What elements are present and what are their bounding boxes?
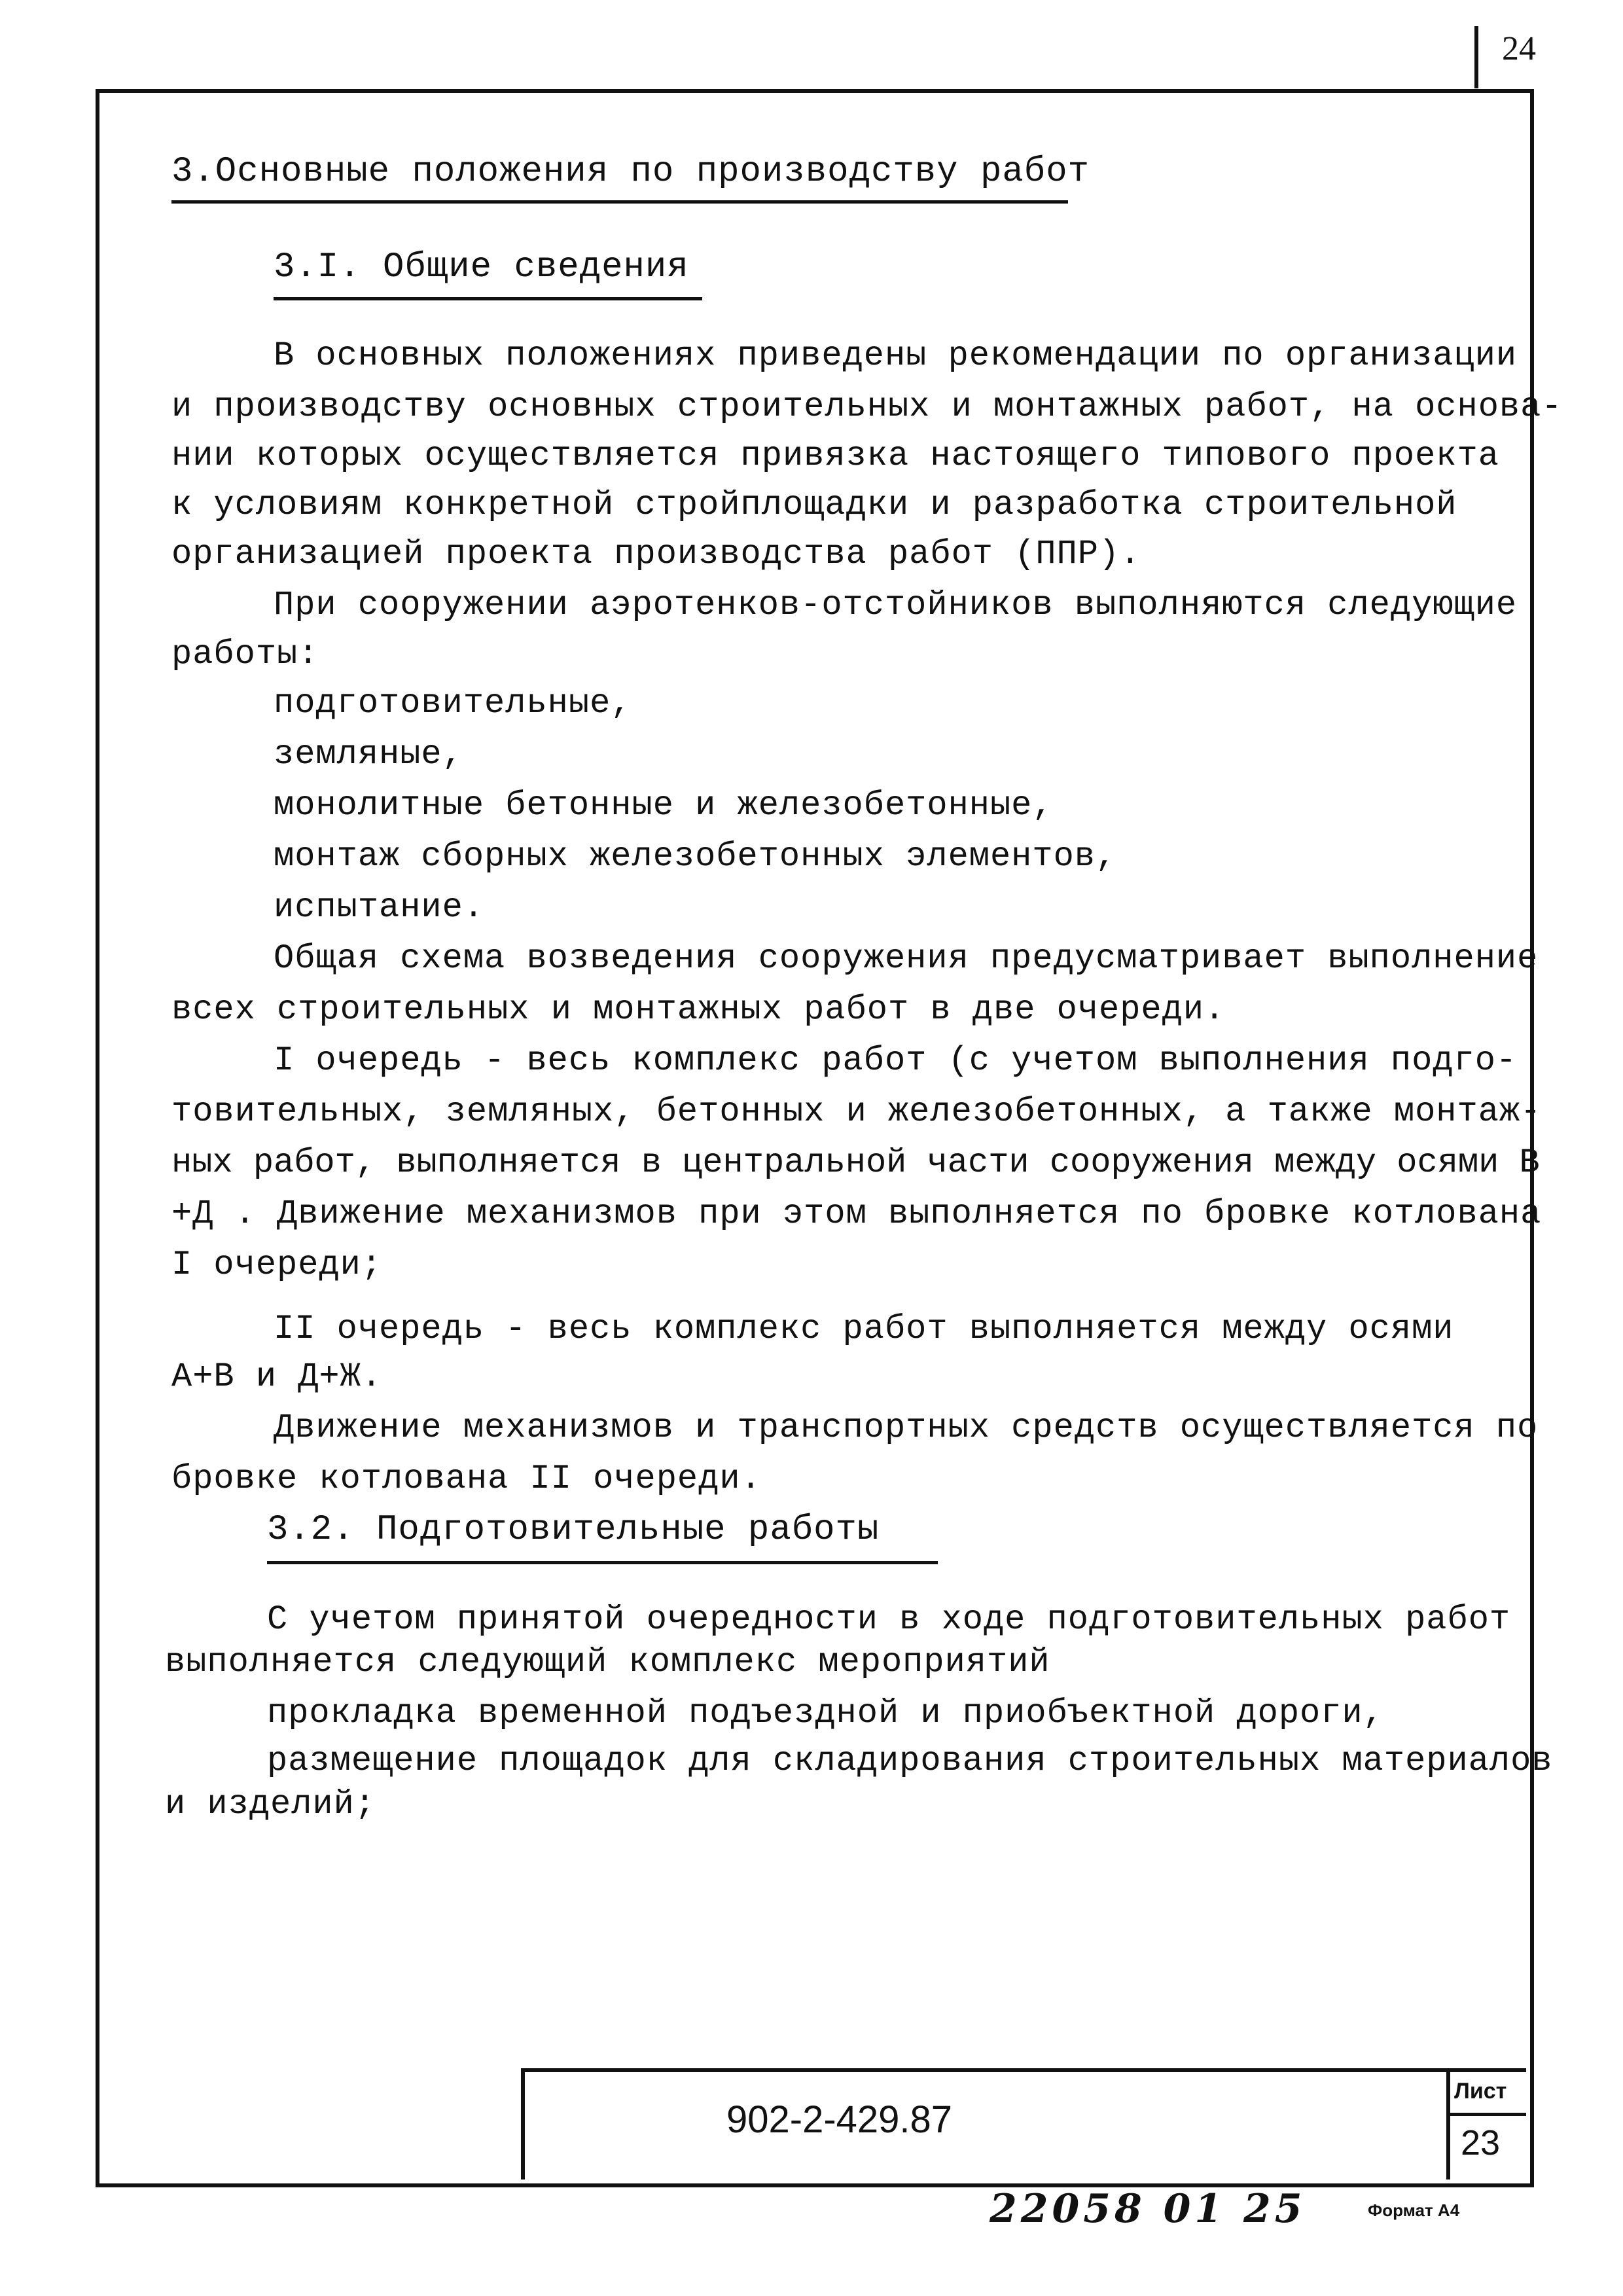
general-para-2-line-1: При сооружении аэротенков-отстойников выполняются следующие (274, 586, 1518, 624)
general-para-4-line-5: I очереди; (171, 1246, 383, 1284)
sheet-label: Лист (1454, 2079, 1507, 2104)
section-title: 3.Основные положения по производству работ (171, 152, 1090, 192)
works-list-item: монтаж сборных железобетонных элементов, (274, 837, 1117, 876)
general-para-1-line-3: нии которых осуществляется привязка настоящего типового проекта (171, 437, 1499, 475)
subsection-title-general-underline (274, 297, 702, 300)
general-para-3-line-1: Общая схема возведения сооружения предусматривает выполнение (274, 939, 1539, 978)
subsection-title-general: 3.I. Общие сведения (274, 247, 689, 287)
subsection-title-preparatory-underline (267, 1561, 938, 1564)
works-list-item: монолитные бетонные и железобетонные, (274, 786, 1054, 825)
general-para-3-line-2: всех строительных и монтажных работ в две очереди. (171, 990, 1226, 1029)
general-para-4-line-3: ных работ, выполняется в центральной части сооружения между осями В (171, 1143, 1540, 1182)
general-para-1-line-2: и производству основных строительных и монтажных работ, на основа- (171, 387, 1563, 426)
preparatory-para-2-line-1: прокладка временной подъездной и приобъектной дороги, (267, 1694, 1384, 1732)
preparatory-para-3-line-1: размещение площадок для складирования строительных материалов (267, 1742, 1553, 1780)
page-number-separator (1474, 26, 1478, 88)
general-para-1-line-5: организацией проекта производства работ (ППР). (171, 535, 1141, 573)
preparatory-para-1-line-1: С учетом принятой очередности в ходе подготовительных работ (267, 1600, 1511, 1639)
general-para-6-line-1: Движение механизмов и транспортных средств осуществляется по (274, 1408, 1539, 1447)
section-title-underline (171, 200, 1068, 204)
general-para-4-line-1: I очередь - весь комплекс работ (с учетом выполнения подго- (274, 1041, 1518, 1080)
works-list-item: земляные, (274, 735, 463, 774)
general-para-6-line-2: бровке котлована II очереди. (171, 1460, 762, 1498)
general-para-1-line-1: В основных положениях приведены рекомендации по организации (274, 336, 1518, 375)
general-para-5-line-2: А+В и Д+Ж. (171, 1357, 383, 1396)
sheet-cell-divider (1446, 2068, 1450, 2179)
works-list-item: подготовительные, (274, 684, 632, 723)
sheet-number: 23 (1461, 2123, 1501, 2162)
document-code: 902-2-429.87 (726, 2098, 953, 2141)
general-para-1-line-4: к условиям конкретной стройплощадки и разработка строительной (171, 486, 1457, 524)
general-para-4-line-2: товительных, земляных, бетонных и железобетонных, а также монтаж- (171, 1092, 1542, 1131)
format-label: Формат А4 (1368, 2200, 1460, 2220)
works-list-item: испытание. (274, 888, 485, 927)
sheet-cell-hdivider (1446, 2113, 1526, 2116)
preparatory-para-3-line-2: и изделий; (165, 1785, 376, 1823)
inventory-number: 22058 01 25 (990, 2186, 1306, 2232)
general-para-2-line-2: работы: (171, 635, 319, 673)
page-number: 24 (1502, 30, 1536, 67)
general-para-5-line-1: II очередь - весь комплекс работ выполняется между осями (274, 1310, 1454, 1348)
general-para-4-line-4: +Д . Движение механизмов при этом выполняется по бровке котлована (171, 1194, 1542, 1233)
preparatory-para-1-line-2: выполняется следующий комплекс мероприятий (165, 1643, 1050, 1681)
subsection-title-preparatory: 3.2. Подготовительные работы (267, 1510, 880, 1550)
title-block (521, 2068, 1526, 2179)
